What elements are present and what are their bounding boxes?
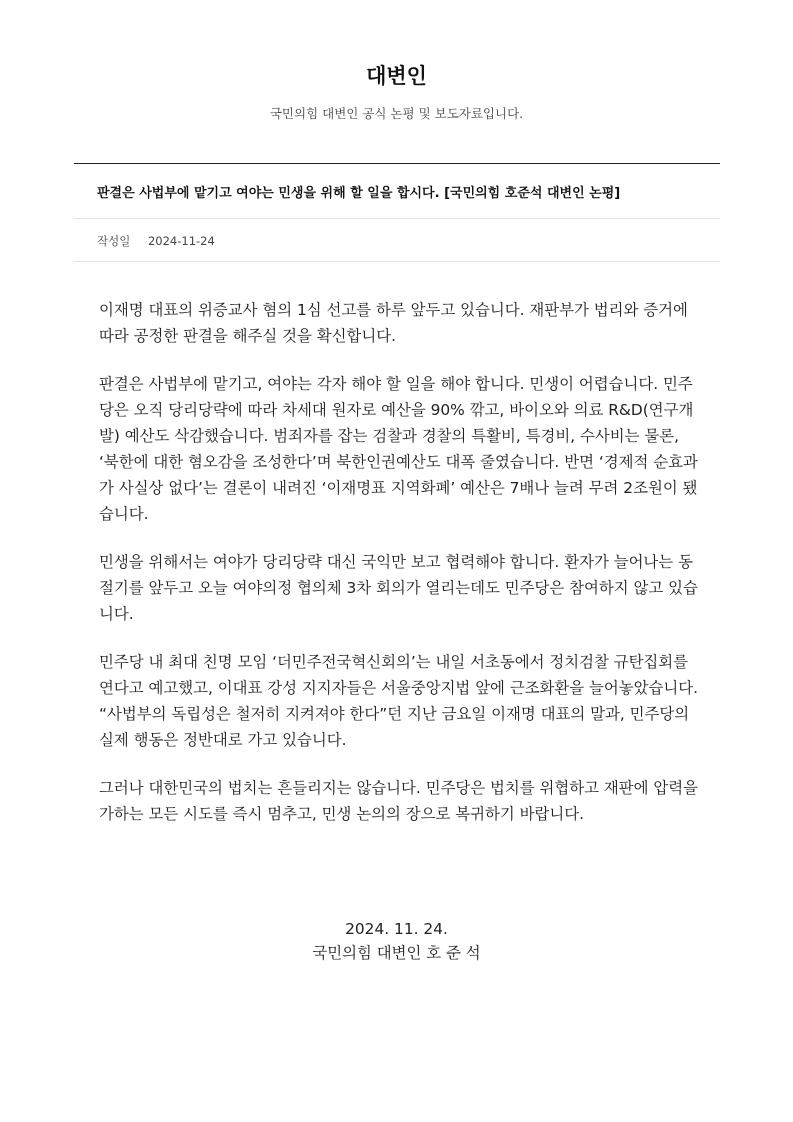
- body-paragraph: 판결은 사법부에 맡기고, 여야는 각자 해야 할 일을 해야 합니다. 민생이 어렵습니다. 민주당은 오직 당리당략에 따라 차세대 원자로 예산을 90% 깎고, 바이오와 의료 R&D(연구개발) 예산도 삭감했습니다. 범죄자를 잡는 검찰과 경찰의 특활비, 특경비, 수사비는 물론, ‘북한에 대한 혐오감을 조성한다’며 북한인권예산도 대폭 줄였습니다. 반면 ‘경제적 순효과가 사실상 없다’는 결론이 내려진 ‘이재명표 지역화폐’ 예산은 7배나 늘려 무려 2조원이 됐습니다.: [99, 375, 698, 523]
- page-title: 대변인: [366, 64, 427, 88]
- body-paragraph: 이재명 대표의 위증교사 혐의 1심 선고를 하루 앞두고 있습니다. 재판부가 법리와 증거에 따라 공정한 판결을 해주실 것을 확신합니다.: [99, 301, 688, 345]
- signoff: [0, 917, 793, 965]
- post-meta: [97, 233, 215, 249]
- page-subtitle: 국민의힘 대변인 공식 논평 및 보도자료입니다.: [269, 106, 524, 121]
- signoff-date: 2024. 11. 24.: [345, 920, 448, 938]
- date-value: 2024-11-24: [147, 234, 215, 248]
- title-divider: [74, 218, 720, 219]
- meta-divider: [74, 261, 720, 262]
- post-title: 판결은 사법부에 맡기고 여야는 민생을 위해 할 일을 합시다. [국민의힘 호준석 대변인 논평]: [97, 186, 621, 201]
- body-paragraph: 그러나 대한민국의 법치는 흔들리지는 않습니다. 민주당은 법치를 위협하고 재판에 압력을 가하는 모든 시도를 즉시 멈추고, 민생 논의의 장으로 복귀하기 바랍니다.: [99, 779, 699, 823]
- signoff-author: 국민의힘 대변인 호 준 석: [312, 944, 481, 962]
- header-divider: [74, 163, 720, 164]
- date-label: 작성일: [97, 234, 131, 248]
- body-paragraph: 민주당 내 최대 친명 모임 ‘더민주전국혁신회의’는 내일 서초동에서 정치검찰 규탄집회를 연다고 예고했고, 이대표 강성 지지자들은 서울중앙지법 앞에 근조화환을 늘어놓았습니다. “사법부의 독립성은 철저히 지켜져야 한다”던 지난 금요일 이재명 대표의 말과, 민주당의 실제 행동은 정반대로 가고 있습니다.: [99, 653, 699, 749]
- body-paragraph: 민생을 위해서는 여야가 당리당략 대신 국익만 보고 협력해야 합니다. 환자가 늘어나는 동절기를 앞두고 오늘 여야의정 협의체 3차 회의가 열리는데도 민주당은 참여하지 않고 있습니다.: [99, 553, 698, 623]
- post-body: [99, 297, 699, 849]
